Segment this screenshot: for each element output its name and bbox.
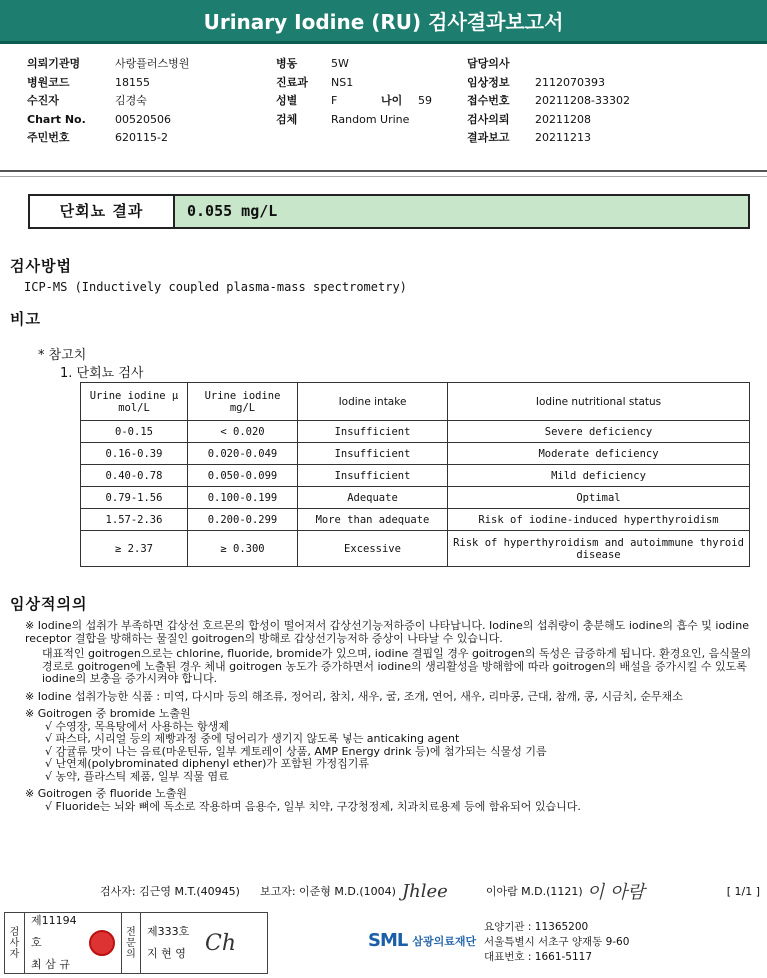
reporter-signature: Jhlee xyxy=(401,880,448,902)
table-cell: Insufficient xyxy=(298,421,448,443)
lab-info xyxy=(484,920,629,965)
lab-address: 서울특별시 서초구 양재동 9-60 xyxy=(484,936,630,948)
label-hospital-code: 병원코드 xyxy=(27,75,70,89)
table-cell: 0.79-1.56 xyxy=(81,487,188,509)
logo-name: 삼광의료재단 xyxy=(412,934,477,948)
vertical-char: 전 xyxy=(126,926,136,938)
report-title: Urinary Iodine (RU) 검사결과보고서 xyxy=(0,0,767,44)
clinical-paragraph: ※ Iodine 섭취가능한 식품 : 미역, 다시마 등의 해조류, 정어리, 참치, 새우, 굴, 조개, 연어, 새우, 리마콩, 근대, 참깨, 콩, 시금치, 순무채소 xyxy=(25,689,683,703)
label-clinical-info: 임상정보 xyxy=(467,75,510,89)
list-item: √ 감귤류 맛이 나는 음료(마운틴듀, 일부 게토레이 상품, AMP Energy drink 등)에 첨가되는 식물성 기름 xyxy=(45,744,547,758)
table-cell: 0.100-0.199 xyxy=(188,487,298,509)
lab-phone: 대표번호 : 1661-5117 xyxy=(484,951,593,963)
patient-info-col2 xyxy=(276,55,432,129)
table-cell: Severe deficiency xyxy=(448,421,750,443)
doctor-signature: 이 아람 xyxy=(586,882,645,903)
specialist-license: 제333호 xyxy=(147,925,190,938)
label-department: 진료과 xyxy=(276,75,308,89)
page-number: [ 1/1 ] xyxy=(726,884,760,898)
table-header-row xyxy=(81,383,750,421)
lab-code: 요양기관 : 11365200 xyxy=(484,921,589,933)
doctor-name: 이아람 M.D.(1121) xyxy=(485,885,583,898)
specialist-name: 지 현 영 xyxy=(147,947,186,960)
value-chart-no: 00520506 xyxy=(115,112,171,126)
value-request-date: 20211208 xyxy=(535,112,591,126)
table-row xyxy=(81,443,750,465)
clinical-subheading: ※ Goitrogen 중 fluoride 노출원 xyxy=(25,787,188,800)
result-label: 단회뇨 결과 xyxy=(30,196,175,227)
patient-info-col1 xyxy=(27,55,189,148)
value-hospital: 사랑플러스병원 xyxy=(115,57,190,70)
clinical-paragraph: ※ Iodine의 섭취가 부족하면 갑상선 호르몬의 합성이 떨어져서 갑상선기능저하증이 나타납니다. Iodine의 섭취량이 충분해도 iodine의 흡수 및 iodine receptor 결합을 방해하는 물질인 goitrogen의 방해로 갑상선기능저하 증상이 나타날 수 있습니다. xyxy=(25,619,749,645)
table-cell: Adequate xyxy=(298,487,448,509)
certification-box xyxy=(4,912,268,974)
table-header-cell: Iodine nutritional status xyxy=(448,383,750,421)
table-cell: Risk of hyperthyroidism and autoimmune thyroid disease xyxy=(448,531,750,567)
logo-mark: SML xyxy=(368,930,408,951)
label-report-date: 결과보고 xyxy=(467,131,510,144)
label-sex: 성별 xyxy=(276,94,298,107)
seal-stamp-icon xyxy=(89,930,115,956)
table-header-cell: Iodine intake xyxy=(298,383,448,421)
value-age: 59 xyxy=(418,94,432,107)
clinical-paragraph: 대표적인 goitrogen으로는 chlorine, fluoride, bromide가 있으며, iodine 결핍일 경우 goitrogen의 독성은 급증하게 됩니다. 환경요인, 음식물의 경로로 goitrogen에 노출된 경우 체내 goitrogen 농도가 증가하면서 iodine의 생리활성을 방해함에 따라 goitrogen의 배설을 증가시킬 수 있도록 iodine의 보충을 증가시켜야 합니다. xyxy=(42,647,752,685)
value-hospital-code: 18155 xyxy=(115,75,150,89)
table-cell: 0.200-0.299 xyxy=(188,509,298,531)
table-cell: Excessive xyxy=(298,531,448,567)
label-receipt-no: 접수번호 xyxy=(467,94,510,107)
value-receipt-no: 20211208-33302 xyxy=(535,94,630,107)
value-patient: 김경숙 xyxy=(115,94,147,107)
vertical-char: 사 xyxy=(9,937,20,949)
value-department: NS1 xyxy=(331,75,354,89)
specialist-cert xyxy=(141,913,205,973)
patient-info-col3 xyxy=(467,55,630,148)
label-resident-no: 주민번호 xyxy=(27,131,70,144)
table-cell: 0.16-0.39 xyxy=(81,443,188,465)
vertical-char: 검 xyxy=(9,926,20,938)
value-sex: F xyxy=(331,94,338,107)
label-ward: 병동 xyxy=(276,57,298,70)
value-ward: 5W xyxy=(331,57,349,70)
table-cell: Insufficient xyxy=(298,443,448,465)
vertical-char: 의 xyxy=(126,948,136,960)
list-item: √ 난연제(polybrominated diphenyl ether)가 포함된 가정집기류 xyxy=(45,757,370,770)
table-cell: 0.020-0.049 xyxy=(188,443,298,465)
divider-sub xyxy=(0,176,767,177)
label-doctor: 담당의사 xyxy=(467,57,510,70)
label-hospital: 의뢰기관명 xyxy=(27,57,81,70)
table-cell: Moderate deficiency xyxy=(448,443,750,465)
divider-top xyxy=(0,170,767,172)
label-age: 나이 xyxy=(381,94,403,107)
table-header-cell: Urine iodine μ mol/L xyxy=(81,383,188,421)
value-specimen: Random Urine xyxy=(331,112,410,126)
ref-subheading: 1. 단회뇨 검사 xyxy=(60,366,144,381)
list-item: √ 파스타, 시리얼 등의 제빵과정 중에 덩어리가 생기지 않도록 넣는 anticaking agent xyxy=(45,732,460,745)
signature-line xyxy=(100,878,760,904)
value-resident-no: 620115-2 xyxy=(115,131,168,144)
table-cell: 0.050-0.099 xyxy=(188,465,298,487)
label-specimen: 검체 xyxy=(276,112,298,126)
table-row xyxy=(81,531,750,567)
list-item: √ 수영장, 목욕탕에서 사용하는 항생제 xyxy=(45,719,229,733)
specialist-vertical-label xyxy=(121,913,141,973)
value-clinical-info: 2112070393 xyxy=(535,75,605,89)
label-patient: 수진자 xyxy=(27,94,59,107)
tester-cert xyxy=(25,913,83,973)
result-value: 0.055 mg/L xyxy=(175,196,748,227)
table-cell: More than adequate xyxy=(298,509,448,531)
table-cell: Mild deficiency xyxy=(448,465,750,487)
result-box xyxy=(28,194,750,229)
reference-table xyxy=(80,382,750,567)
clinical-text xyxy=(25,620,755,818)
table-cell: 0.40-0.78 xyxy=(81,465,188,487)
clinical-subheading: ※ Goitrogen 중 bromide 노출원 xyxy=(25,707,191,720)
table-cell: ≥ 2.37 xyxy=(81,531,188,567)
list-item: √ Fluoride는 뇌와 뼈에 독소로 작용하며 음용수, 일부 치약, 구강청정제, 치과치료용제 등에 함유되어 있습니다. xyxy=(45,799,581,813)
label-chart-no: Chart No. xyxy=(27,112,86,126)
table-row xyxy=(81,509,750,531)
sml-logo xyxy=(368,930,476,951)
vertical-char: 자 xyxy=(9,948,20,960)
table-row xyxy=(81,421,750,443)
table-cell: Optimal xyxy=(448,487,750,509)
table-cell: Risk of iodine-induced hyperthyroidism xyxy=(448,509,750,531)
tester-license: 제11194호 xyxy=(31,914,77,949)
table-header-cell: Urine iodine mg/L xyxy=(188,383,298,421)
table-row xyxy=(81,487,750,509)
table-row xyxy=(81,465,750,487)
table-cell: < 0.020 xyxy=(188,421,298,443)
table-cell: ≥ 0.300 xyxy=(188,531,298,567)
ref-heading: * 참고치 xyxy=(38,348,87,363)
tester-name: 검사자: 김근영 M.T.(40945) xyxy=(100,885,240,898)
specialist-signature: Ch xyxy=(205,930,237,956)
value-report-date: 20211213 xyxy=(535,131,591,144)
tester-vertical-label xyxy=(5,913,25,973)
clinical-title: 임상적의의 xyxy=(10,595,88,613)
label-request-date: 검사의뢰 xyxy=(467,112,510,126)
vertical-char: 문 xyxy=(126,937,136,949)
table-cell: 0-0.15 xyxy=(81,421,188,443)
table-cell: Insufficient xyxy=(298,465,448,487)
method-text: ICP-MS (Inductively coupled plasma-mass spectrometry) xyxy=(24,280,407,294)
remarks-title: 비고 xyxy=(10,310,41,328)
tester-cert-name: 최 삼 규 xyxy=(31,958,70,971)
method-title: 검사방법 xyxy=(10,257,72,275)
list-item: √ 농약, 플라스틱 제품, 일부 직물 염료 xyxy=(45,769,229,783)
reporter-name: 보고자: 이준형 M.D.(1004) xyxy=(259,885,396,898)
table-cell: 1.57-2.36 xyxy=(81,509,188,531)
